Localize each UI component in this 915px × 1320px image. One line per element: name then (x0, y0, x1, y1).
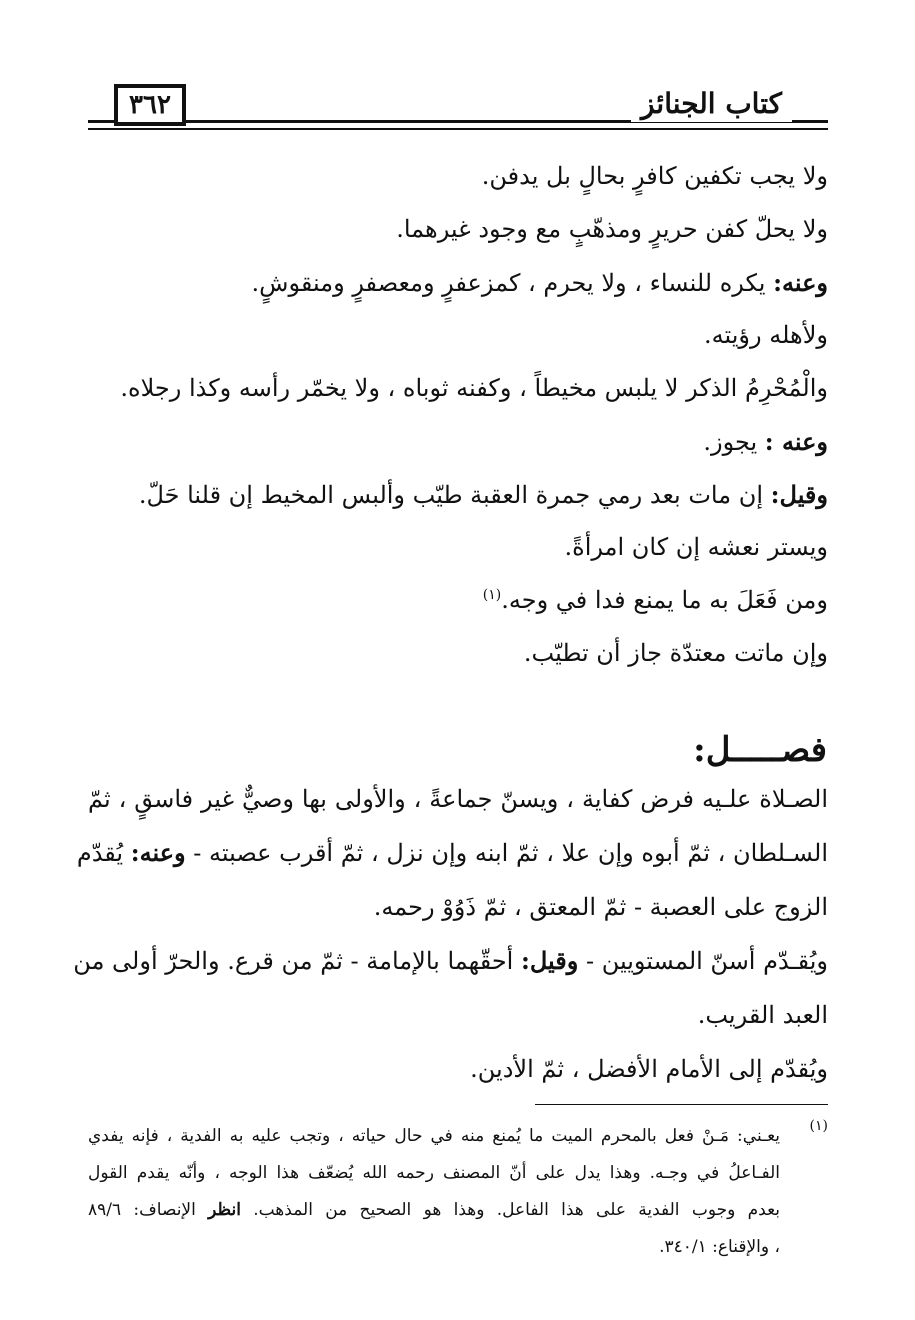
text-line (88, 1118, 780, 1155)
line-text: يجوز. (703, 428, 765, 456)
text-line (88, 1042, 828, 1096)
text-line (88, 1229, 780, 1266)
text-line (88, 203, 828, 256)
line-text: الصـلاة علـيه فرض كفاية ، ويسنّ جماعةً ، والأولى بها وصيٌّ غير فاسقٍ ، ثمّ (88, 785, 828, 813)
footnote-number: (١) (809, 1118, 828, 1134)
section-heading: فصـــــل: (693, 730, 827, 770)
line-text: يُقدّم (76, 839, 131, 867)
text-line (88, 880, 828, 934)
footnote-text (88, 1118, 780, 1266)
page-header (88, 84, 828, 132)
text-line (88, 309, 828, 362)
text-line (73, 934, 828, 988)
line-text: العبد القريب. (697, 1001, 828, 1029)
line-text: أحقّهما بالإمامة - ثمّ من قرع. والحرّ أولى من (73, 947, 521, 975)
text-line (88, 627, 828, 680)
text-line (88, 256, 828, 309)
footnote-ref: (١) (482, 587, 502, 603)
text-line (88, 521, 828, 574)
line-text: بعدم وجوب الفدية على هذا الفاعل. وهذا هو الصحيح من المذهب. (240, 1200, 781, 1220)
line-lead: وقيل: (520, 946, 579, 975)
text-line (88, 415, 828, 468)
line-text: الفـاعلُ في وجـه. وهذا يدل على أنّ المصنف رحمه الله يُضعّف هذا الوجه ، وأنّه يقدم القول (88, 1163, 780, 1183)
footnote-separator (535, 1104, 828, 1105)
text-line (88, 574, 828, 627)
line-text: إن مات بعد رمي جمرة العقبة طيّب وألبس المخيط إن قلنا حَلّ. (138, 481, 771, 509)
text-line (88, 772, 828, 826)
book-title: كتاب الجنائز (631, 86, 792, 122)
text-line (88, 1192, 780, 1229)
line-text: الإنصاف: ٨٩/٦ (88, 1200, 209, 1220)
text-line (88, 150, 828, 203)
line-text: ويُقـدّم أسنّ المستويين - (578, 947, 828, 975)
text-line (88, 468, 828, 521)
footnote (88, 1118, 828, 1266)
line-text: السـلطان ، ثمّ أبوه وإن علا ، ثمّ ابنه وإن نزل ، ثمّ أقرب عصبته - (185, 839, 828, 867)
text-line (88, 988, 828, 1042)
line-text: ولأهله رؤيته. (704, 321, 828, 349)
line-text: وإن ماتت معتدّة جاز أن تطيّب. (523, 639, 828, 667)
text-line (76, 826, 828, 880)
line-lead: وعنه: (773, 268, 828, 297)
header-rule-bottom (88, 128, 828, 130)
text-line (88, 1155, 780, 1192)
line-text: ومن فَعَلَ به ما يمنع فدا في وجه. (501, 586, 828, 614)
line-text: يعـني: مَـنْ فعل بالمحرم الميت ما يُمنع منه في حال حياته ، وتجب عليه به الفدية ، فإنه يفدي (88, 1126, 780, 1146)
line-text: ولا يجب تكفين كافرٍ بحالٍ بل يدفن. (481, 162, 828, 190)
line-text: ولا يحلّ كفن حريرٍ ومذهّبٍ مع وجود غيرهما. (396, 215, 828, 243)
line-lead: وعنه: (130, 838, 186, 867)
main-text (88, 150, 828, 680)
line-text: الزوج على العصبة - ثمّ المعتق ، ثمّ ذَوُوْ رحمه. (373, 893, 828, 921)
line-text: ويستر نعشه إن كان امرأةً. (564, 533, 828, 561)
line-text: يكره للنساء ، ولا يحرم ، كمزعفرٍ ومعصفرٍ ومنقوشٍ. (251, 269, 774, 297)
line-text: ويُقدّم إلى الأمام الأفضل ، ثمّ الأدين. (470, 1055, 828, 1083)
section-text (73, 772, 828, 1096)
line-lead: وقيل: (770, 480, 828, 509)
text-line (88, 362, 828, 415)
page-number: ٣٦٢ (114, 84, 186, 126)
line-text: والْمُحْرِمُ الذكر لا يلبس مخيطاً ، وكفنه ثوباه ، ولا يخمّر رأسه وكذا رجلاه. (120, 374, 828, 402)
line-lead: انظر (208, 1200, 241, 1220)
line-lead: وعنه : (764, 427, 828, 456)
line-text: ، والإقناع: ٣٤٠/١. (659, 1237, 780, 1257)
